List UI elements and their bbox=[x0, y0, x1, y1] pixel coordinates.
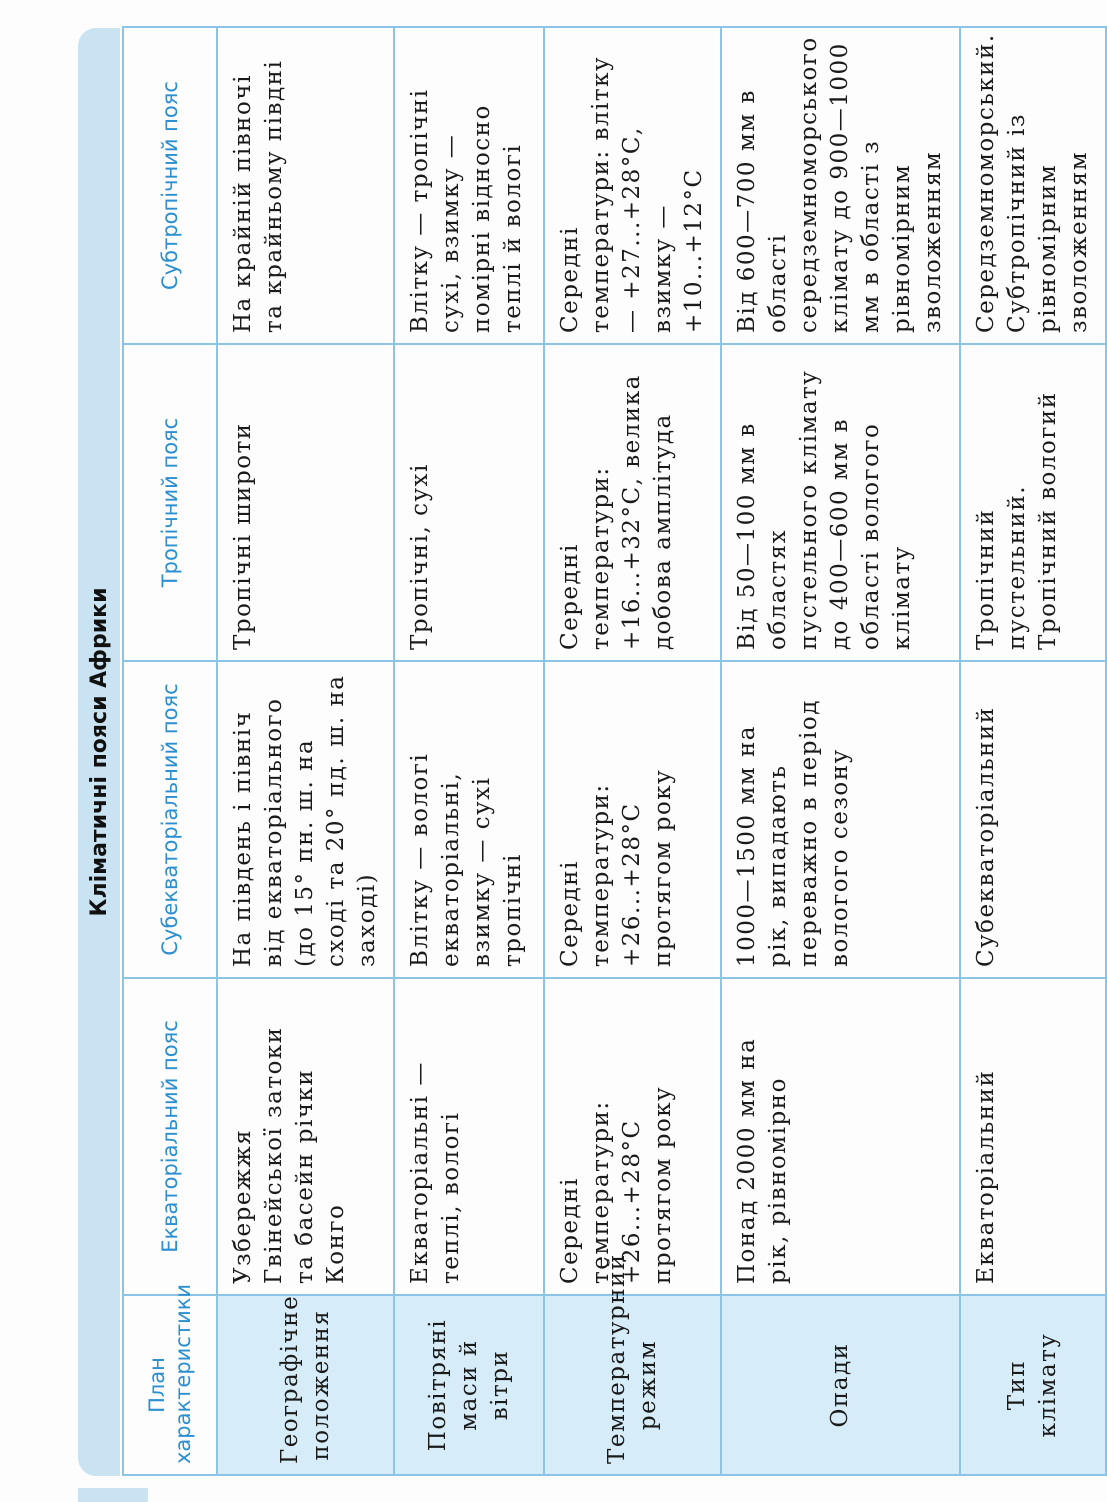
table-row bbox=[721, 27, 960, 1475]
table-title: Кліматичні пояси Африки bbox=[78, 28, 120, 1476]
table-cell: Середні температури: +26...+28°С протягом року bbox=[544, 661, 721, 978]
table-cell: Тропічні широти bbox=[217, 344, 394, 661]
header-row bbox=[123, 27, 217, 1475]
table-cell: Екваторіальні — теплі, вологі bbox=[394, 978, 544, 1295]
table-cell: Середні температури: +26...+28°С протягом року bbox=[544, 978, 721, 1295]
table-cell: На південь і північ від екваторіального (до 15° пн. ш. на сході та 20° пд. ш. на заході) bbox=[217, 661, 394, 978]
row-header: Географічне положення bbox=[217, 1295, 394, 1475]
row-header: Тип клімату bbox=[960, 1295, 1106, 1475]
table-cell: 1000—1500 мм на рік, випадають переважно в період вологого сезону bbox=[721, 661, 960, 978]
table-row bbox=[217, 27, 394, 1475]
table-cell: Влітку — тропічні сухі, взимку — помірні відносно теплі й вологі bbox=[394, 27, 544, 344]
table-cell: Тропічні, сухі bbox=[394, 344, 544, 661]
rotated-page-content bbox=[78, 16, 1092, 1476]
column-header-subtropical: Субтропічний пояс bbox=[123, 27, 217, 344]
table-row bbox=[544, 27, 721, 1475]
table-cell: Влітку — вологі екваторіальні, взимку — сухі тропічні bbox=[394, 661, 544, 978]
table-cell: Узбережжя Гвінейської затоки та басейн річки Конго bbox=[217, 978, 394, 1295]
climate-zones-table bbox=[122, 26, 1107, 1476]
table-cell: Тропічний пустельний. Тропічний вологий bbox=[960, 344, 1106, 661]
row-header: Повітряні маси й вітри bbox=[394, 1295, 544, 1475]
table-row bbox=[960, 27, 1106, 1475]
page-number-tab bbox=[78, 1488, 148, 1502]
table-cell: Від 50—100 мм в областях пустельного клімату до 400—600 мм в області вологого клімату bbox=[721, 344, 960, 661]
table-row bbox=[394, 27, 544, 1475]
table-cell: Субекваторіальний bbox=[960, 661, 1106, 978]
table-cell: Понад 2000 мм на рік, рівномірно bbox=[721, 978, 960, 1295]
row-header: Температурний режим bbox=[544, 1295, 721, 1475]
table-cell: Екваторіальний bbox=[960, 978, 1106, 1295]
table-cell: Середні температури: влітку — +27...+28°С, взимку — +10...+12°С bbox=[544, 27, 721, 344]
table-cell: Від 600—700 мм в області середземноморського клімату до 900—1000 мм в області з рівномірним зволоженням bbox=[721, 27, 960, 344]
column-header-equatorial: Екваторіальний пояс bbox=[123, 978, 217, 1295]
table-cell: Середземноморський. Субтропічний із рівномірним зволоженням bbox=[960, 27, 1106, 344]
table-cell: Середні температури: +16...+32°С, велика добова амплітуда bbox=[544, 344, 721, 661]
column-header-subequatorial: Субекваторіальний пояс bbox=[123, 661, 217, 978]
table-cell: На крайній півночі та крайньому півдні bbox=[217, 27, 394, 344]
row-header: Опади bbox=[721, 1295, 960, 1475]
column-header-tropical: Тропічний пояс bbox=[123, 344, 217, 661]
column-header-plan: План характеристики bbox=[123, 1295, 217, 1475]
